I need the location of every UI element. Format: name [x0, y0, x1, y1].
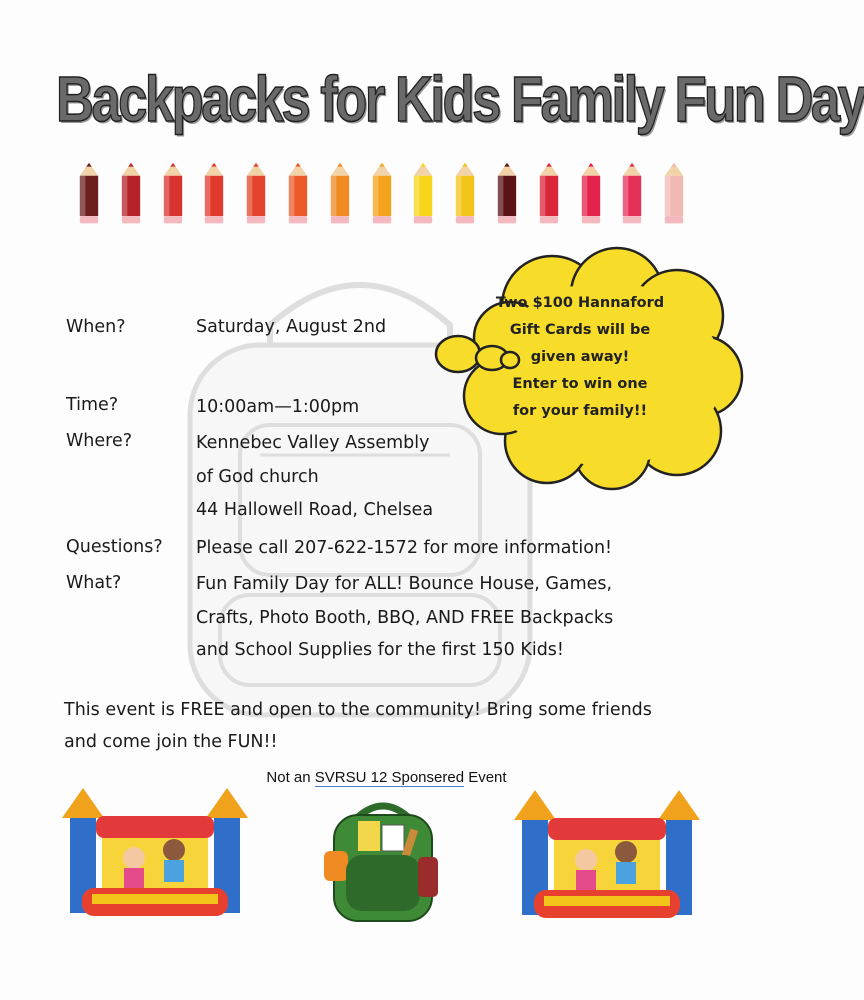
what-line: Fun Family Day for ALL! Bounce House, Games, [196, 574, 613, 594]
cloud-line: given away! [530, 349, 630, 365]
what-line: and School Supplies for the first 150 Kids! [196, 640, 564, 660]
cloud-line: Enter to win one [512, 376, 648, 392]
where-line: 44 Hallowell Road, Chelsea [196, 500, 434, 520]
pencil-icon [454, 160, 476, 230]
questions-value: Please call 207-622-1572 for more information! [196, 538, 613, 558]
pencil-icon [371, 160, 393, 230]
pencil-icon [162, 160, 184, 230]
when-value: Saturday, August 2nd [196, 317, 387, 337]
what-line: Crafts, Photo Booth, BBQ, AND FREE Backpacks [196, 608, 614, 628]
bounce-house-icon [62, 788, 248, 922]
pencil-icon [78, 160, 100, 230]
pencil-icon [120, 160, 142, 230]
where-line: Kennebec Valley Assembly [196, 433, 430, 453]
pencil-icon [412, 160, 434, 230]
pencil-icon [621, 160, 643, 230]
what-label: What? [66, 573, 122, 593]
pencil-icon [329, 160, 351, 230]
cloud-line: for your family!! [512, 403, 648, 419]
time-label: Time? [66, 395, 119, 415]
sponsor-note [0, 769, 773, 786]
pencil-row [78, 160, 698, 232]
backpack-icon [322, 795, 444, 929]
note-prefix: Not an [266, 769, 315, 786]
where-label: Where? [66, 431, 133, 451]
cloud-line: Gift Cards will be [509, 322, 651, 338]
note-suffix: Event [464, 769, 507, 786]
when-label: When? [66, 317, 126, 337]
bounce-house-icon [514, 790, 700, 924]
where-line: of God church [196, 467, 319, 487]
pencil-icon [538, 160, 560, 230]
pencil-icon [203, 160, 225, 230]
pencil-icon [496, 160, 518, 230]
pencil-icon [245, 160, 267, 230]
pencil-icon [663, 160, 685, 230]
closing-line: This event is FREE and open to the community! Bring some friends [64, 700, 652, 720]
pencil-icon [287, 160, 309, 230]
time-value: 10:00am—1:00pm [196, 397, 360, 417]
cloud-line: Two $100 Hannaford [495, 295, 665, 311]
cloud-text [480, 290, 680, 425]
note-underlined: SVRSU 12 Sponsered [314, 769, 465, 786]
pencil-icon [580, 160, 602, 230]
flyer-title: Backpacks for Kids Family Fun Day [56, 63, 864, 135]
closing-line: and come join the FUN!! [64, 732, 278, 752]
questions-label: Questions? [66, 537, 163, 557]
